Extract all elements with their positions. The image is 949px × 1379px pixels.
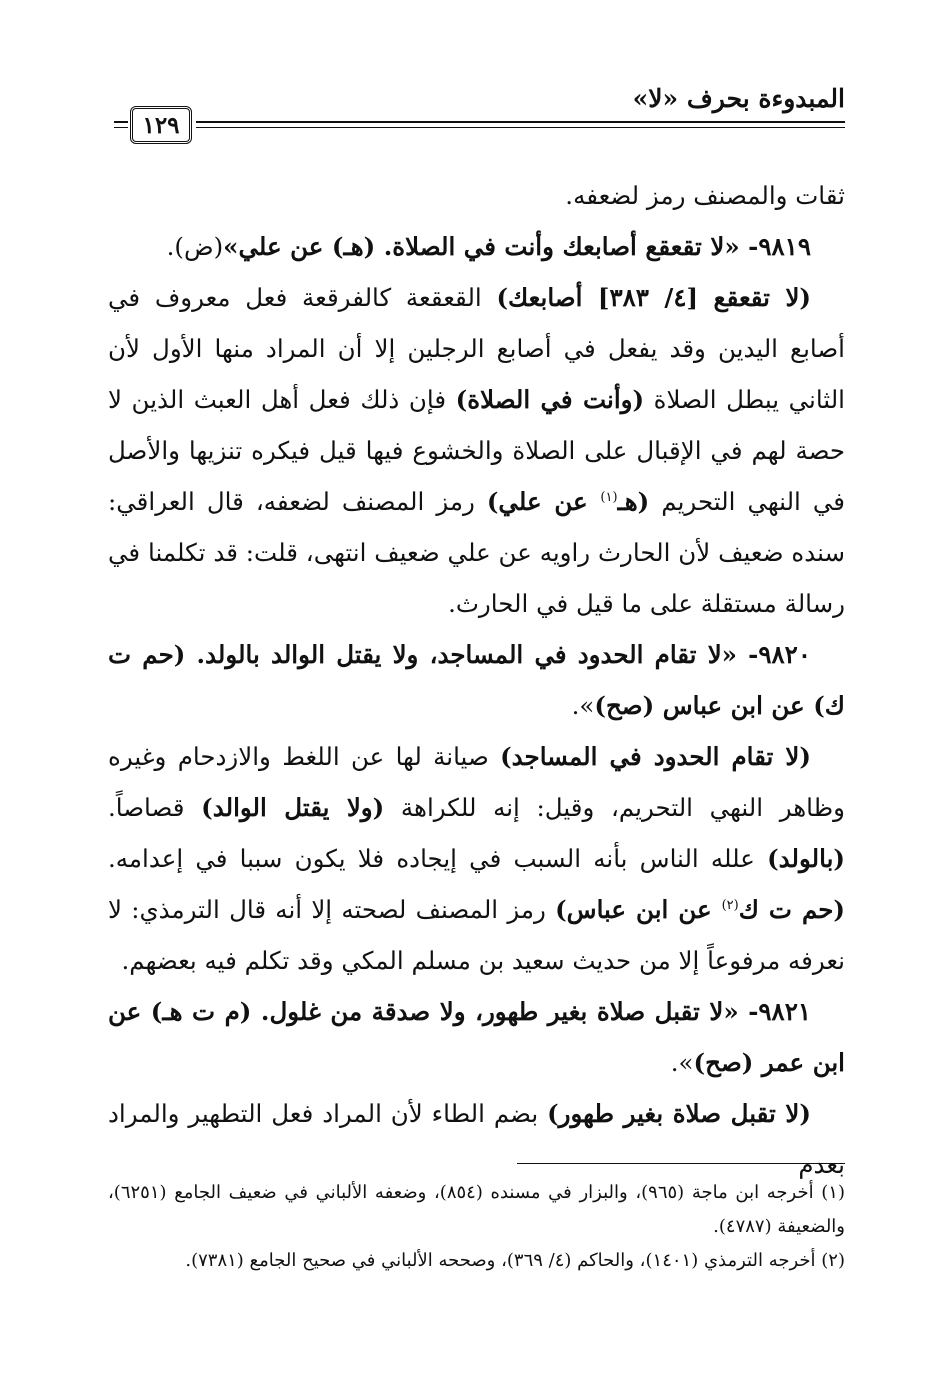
header-rule-end-thin — [114, 127, 128, 128]
hadith-text: «لا تقام الحدود في المساجد، ولا يقتل الوالد بالولد. (حم ت ك) عن ابن عباس (صح) — [108, 640, 845, 720]
commentary-text: بضم الطاء لأن المراد فعل التطهير والمراد بعدم — [108, 1099, 845, 1179]
paragraph — [108, 170, 845, 221]
commentary-text: قصاصاً. — [108, 793, 202, 822]
commentary-text: صيانة لها عن اللغط والازدحام وغيره وظاهر النهي التحريم، وقيل: إنه للكراهة — [108, 742, 845, 822]
footnote-number: (١) — [821, 1182, 845, 1203]
running-header-title: المبدوءة بحرف «لا» — [632, 84, 845, 113]
hadith-text: «لا تقبل صلاة بغير طهور، ولا صدقة من غلول. (م ت هـ) عن ابن عمر (صح) — [108, 997, 845, 1077]
hadith-number: ٩٨١٩- — [739, 232, 811, 261]
footnote-marker: (١) — [600, 489, 618, 505]
commentary-text: رمز المصنف لصحته إلا أنه قال الترمذي: لا نعرفه مرفوعاً إلا من حديث سعيد بن مسلم المكي وقد تكلم فيه بعضهم. — [108, 895, 845, 975]
source-ref: عن ابن عباس) — [555, 895, 722, 924]
commentary-9821 — [108, 1088, 845, 1190]
source-ref: عن علي) — [486, 487, 601, 516]
hadith-entry-9819 — [108, 221, 845, 272]
header-rule-thick — [196, 121, 845, 123]
footnote-text: أخرجه ابن ماجة (٩٦٥)، والبزار في مسنده (٨٥٤)، وضعفه الألباني في ضعيف الجامع (٦٢٥١)، والضعيفة (٤٧٨٧). — [108, 1182, 845, 1237]
hadith-number: ٩٨٢١- — [738, 997, 812, 1026]
commentary-text: رمز المصنف لضعفه، قال العراقي: سنده ضعيف لأن الحارث راويه عن علي ضعيف انتهى، قلت: قد تكلمنا في رسالة مستقلة على ما قيل في الحارث. — [108, 487, 845, 618]
quoted-phrase: (لا تقبل صلاة بغير طهور) — [547, 1099, 811, 1128]
footnote-text: أخرجه الترمذي (١٤٠١)، والحاكم (٤/ ٣٦٩)، وصححه الألباني في صحيح الجامع (٧٣٨١). — [185, 1250, 822, 1271]
quoted-phrase: (ولا يقتل الوالد) — [201, 793, 385, 822]
hadith-grade: (ض). — [166, 232, 224, 261]
hadith-end: ». — [571, 691, 595, 720]
quoted-phrase: (لا تقام الحدود في المساجد) — [500, 742, 811, 771]
hadith-text: «لا تقعقع أصابعك وأنت في الصلاة. (هـ) عن علي» — [223, 232, 740, 261]
commentary-text: علله الناس بأنه السبب في إيجاده فلا يكون سببا في إعدامه. — [108, 844, 768, 873]
footnote-separator — [517, 1163, 845, 1164]
main-text — [108, 170, 845, 1190]
quoted-phrase: (وأنت في الصلاة) — [455, 385, 645, 414]
commentary-9820 — [108, 731, 845, 986]
page-number-box — [130, 106, 192, 144]
header-rule-thin — [196, 127, 845, 128]
footnote-number: (٢) — [821, 1250, 845, 1271]
hadith-end: ». — [670, 1048, 694, 1077]
footnotes — [108, 1176, 845, 1278]
hadith-entry-9820 — [108, 629, 845, 731]
hadith-number: ٩٨٢٠- — [736, 640, 811, 669]
commentary-text: فإن ذلك فعل أهل العبث الذين لا حصة لهم في الإقبال على الصلاة والخشوع فيها قيل فيكره تنزيها والأصل في النهي التحريم — [108, 385, 846, 516]
footnote-marker: (٢) — [721, 897, 739, 913]
quoted-phrase: (لا تقعقع [٤/ ٣٨٣] أصابعك) — [496, 283, 812, 312]
source-ref: (حم ت ك — [738, 895, 846, 924]
footnote-2 — [108, 1244, 845, 1278]
footnote-1 — [108, 1176, 845, 1244]
source-ref: (هـ — [617, 487, 650, 516]
header-rule-end-thick — [114, 121, 128, 123]
page-number: ١٢٩ — [142, 111, 180, 139]
commentary-text: القعقعة كالفرقعة فعل معروف في أصابع اليدين وقد يفعل في أصابع الرجلين إلا أن المراد منها الأول لأن الثاني يبطل الصلاة — [108, 283, 845, 414]
commentary-9819 — [108, 272, 845, 629]
hadith-entry-9821 — [108, 986, 845, 1088]
text: ثقات والمصنف رمز لضعفه. — [565, 181, 845, 210]
quoted-phrase: (بالولد) — [767, 844, 845, 873]
